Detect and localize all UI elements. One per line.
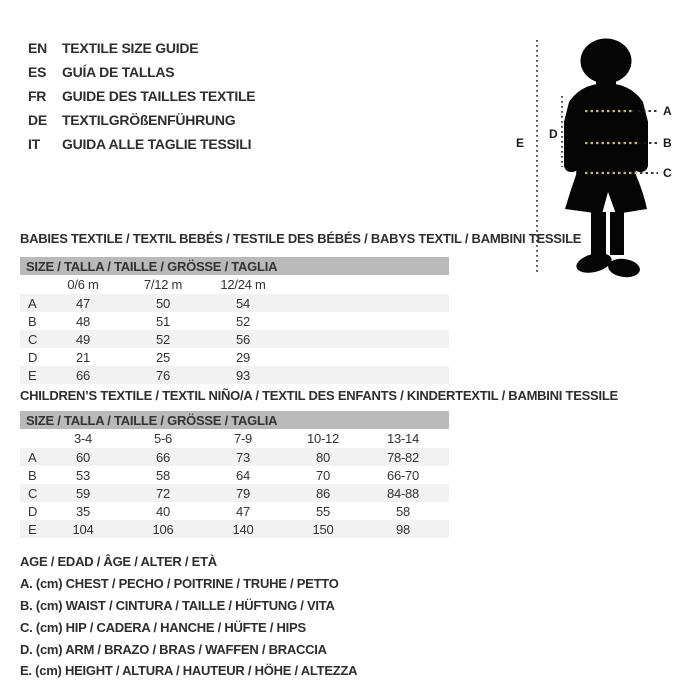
column-header: 7-9 (233, 431, 253, 446)
table-cell: 84-88 (387, 485, 419, 501)
language-code: ES (28, 64, 47, 80)
babies-size-table (20, 257, 449, 384)
language-title: TEXTILGRÖßENFÜHRUNG (62, 112, 236, 128)
table-row (20, 448, 449, 466)
table-cell: 52 (236, 313, 250, 329)
table-cell: 79 (236, 485, 250, 501)
language-row-en (28, 36, 255, 60)
legend-waist: B. (cm) WAIST / CINTURA / TAILLE / HÜFTUNG / VITA (20, 597, 335, 613)
children-section-title: CHILDREN’S TEXTILE / TEXTIL NIÑO/A / TEXTIL DES ENFANTS / KINDERTEXTIL / BAMBINI TESSILE (20, 388, 618, 403)
column-header: 13-14 (387, 431, 419, 446)
language-list (28, 36, 255, 156)
babies-size-header-bar: SIZE / TALLA / TAILLE / GRÖSSE / TAGLIA (20, 257, 449, 275)
table-row (20, 312, 449, 330)
table-cell: 52 (156, 331, 170, 347)
row-label: C (28, 331, 38, 347)
table-cell: 21 (76, 349, 90, 365)
table-cell: 104 (72, 521, 94, 537)
language-row-es (28, 60, 255, 84)
table-cell: 49 (76, 331, 90, 347)
column-header: 12/24 m (220, 277, 266, 292)
column-header: 3-4 (73, 431, 93, 446)
language-code: EN (28, 40, 47, 56)
table-cell: 59 (76, 485, 90, 501)
table-cell: 35 (76, 503, 90, 519)
column-header: 5-6 (153, 431, 173, 446)
language-row-fr (28, 84, 255, 108)
row-label: A (28, 449, 37, 465)
table-cell: 60 (76, 449, 90, 465)
label-c: C (663, 166, 672, 180)
row-label: B (28, 467, 37, 483)
label-e: E (516, 136, 524, 150)
legend-hip: C. (cm) HIP / CADERA / HANCHE / HÜFTE / HIPS (20, 619, 306, 635)
babies-section-title: BABIES TEXTILE / TEXTIL BEBÉS / TESTILE DES BÉBÉS / BABYS TEXTIL / BAMBINI TESSILE (20, 231, 582, 246)
column-header: 10-12 (307, 431, 339, 446)
legend-height: E. (cm) HEIGHT / ALTURA / HAUTEUR / HÖHE / ALTEZZA (20, 663, 358, 679)
row-label: A (28, 295, 37, 311)
table-cell: 48 (76, 313, 90, 329)
table-cell: 51 (156, 313, 170, 329)
table-cell: 86 (316, 485, 330, 501)
legend-chest: A. (cm) CHEST / PECHO / POITRINE / TRUHE / PETTO (20, 576, 339, 592)
legend-age: AGE / EDAD / ÂGE / ALTER / ETÀ (20, 554, 217, 570)
table-cell: 55 (316, 503, 330, 519)
legend-arm: D. (cm) ARM / BRAZO / BRAS / WAFFEN / BRACCIA (20, 641, 327, 657)
table-cell: 106 (152, 521, 174, 537)
table-cell: 66-70 (387, 467, 419, 483)
table-cell: 66 (76, 367, 90, 383)
table-row (20, 466, 449, 484)
label-d: D (549, 127, 558, 141)
table-row (20, 502, 449, 520)
table-cell: 50 (156, 295, 170, 311)
language-row-it (28, 132, 255, 156)
row-label: D (28, 349, 38, 365)
language-row-de (28, 108, 255, 132)
label-a: A (663, 104, 672, 118)
table-cell: 73 (236, 449, 250, 465)
babies-column-header-row (20, 275, 449, 294)
table-row (20, 294, 449, 312)
table-row (20, 520, 449, 538)
language-code: DE (28, 112, 47, 128)
table-cell: 80 (316, 449, 330, 465)
table-cell: 47 (236, 503, 250, 519)
table-cell: 150 (312, 521, 334, 537)
table-cell: 66 (156, 449, 170, 465)
table-row (20, 348, 449, 366)
table-cell: 29 (236, 349, 250, 365)
table-cell: 93 (236, 367, 250, 383)
table-row (20, 330, 449, 348)
language-title: GUIDA ALLE TAGLIE TESSILI (62, 136, 252, 152)
children-column-header-row (20, 429, 449, 448)
table-cell: 53 (76, 467, 90, 483)
table-cell: 58 (396, 503, 410, 519)
language-title: GUÍA DE TALLAS (62, 64, 175, 80)
children-size-table (20, 411, 449, 538)
table-row (20, 366, 449, 384)
row-label: B (28, 313, 37, 329)
table-cell: 76 (156, 367, 170, 383)
table-cell: 58 (156, 467, 170, 483)
table-cell: 78-82 (387, 449, 419, 465)
table-cell: 72 (156, 485, 170, 501)
column-header: 0/6 m (67, 277, 99, 292)
table-row (20, 484, 449, 502)
row-label: C (28, 485, 38, 501)
column-header: 7/12 m (143, 277, 183, 292)
language-code: FR (28, 88, 47, 104)
table-cell: 64 (236, 467, 250, 483)
table-cell: 25 (156, 349, 170, 365)
label-b: B (663, 136, 672, 150)
row-label: E (28, 367, 37, 383)
measurement-legend (20, 551, 357, 682)
table-cell: 40 (156, 503, 170, 519)
language-title: TEXTILE SIZE GUIDE (62, 40, 199, 56)
table-cell: 98 (396, 521, 410, 537)
table-cell: 70 (316, 467, 330, 483)
table-cell: 56 (236, 331, 250, 347)
children-size-header-bar: SIZE / TALLA / TAILLE / GRÖSSE / TAGLIA (20, 411, 449, 429)
row-label: E (28, 521, 37, 537)
row-label: D (28, 503, 38, 519)
table-cell: 47 (76, 295, 90, 311)
table-cell: 140 (232, 521, 254, 537)
table-cell: 54 (236, 295, 250, 311)
language-code: IT (28, 136, 40, 152)
language-title: GUIDE DES TAILLES TEXTILE (62, 88, 256, 104)
